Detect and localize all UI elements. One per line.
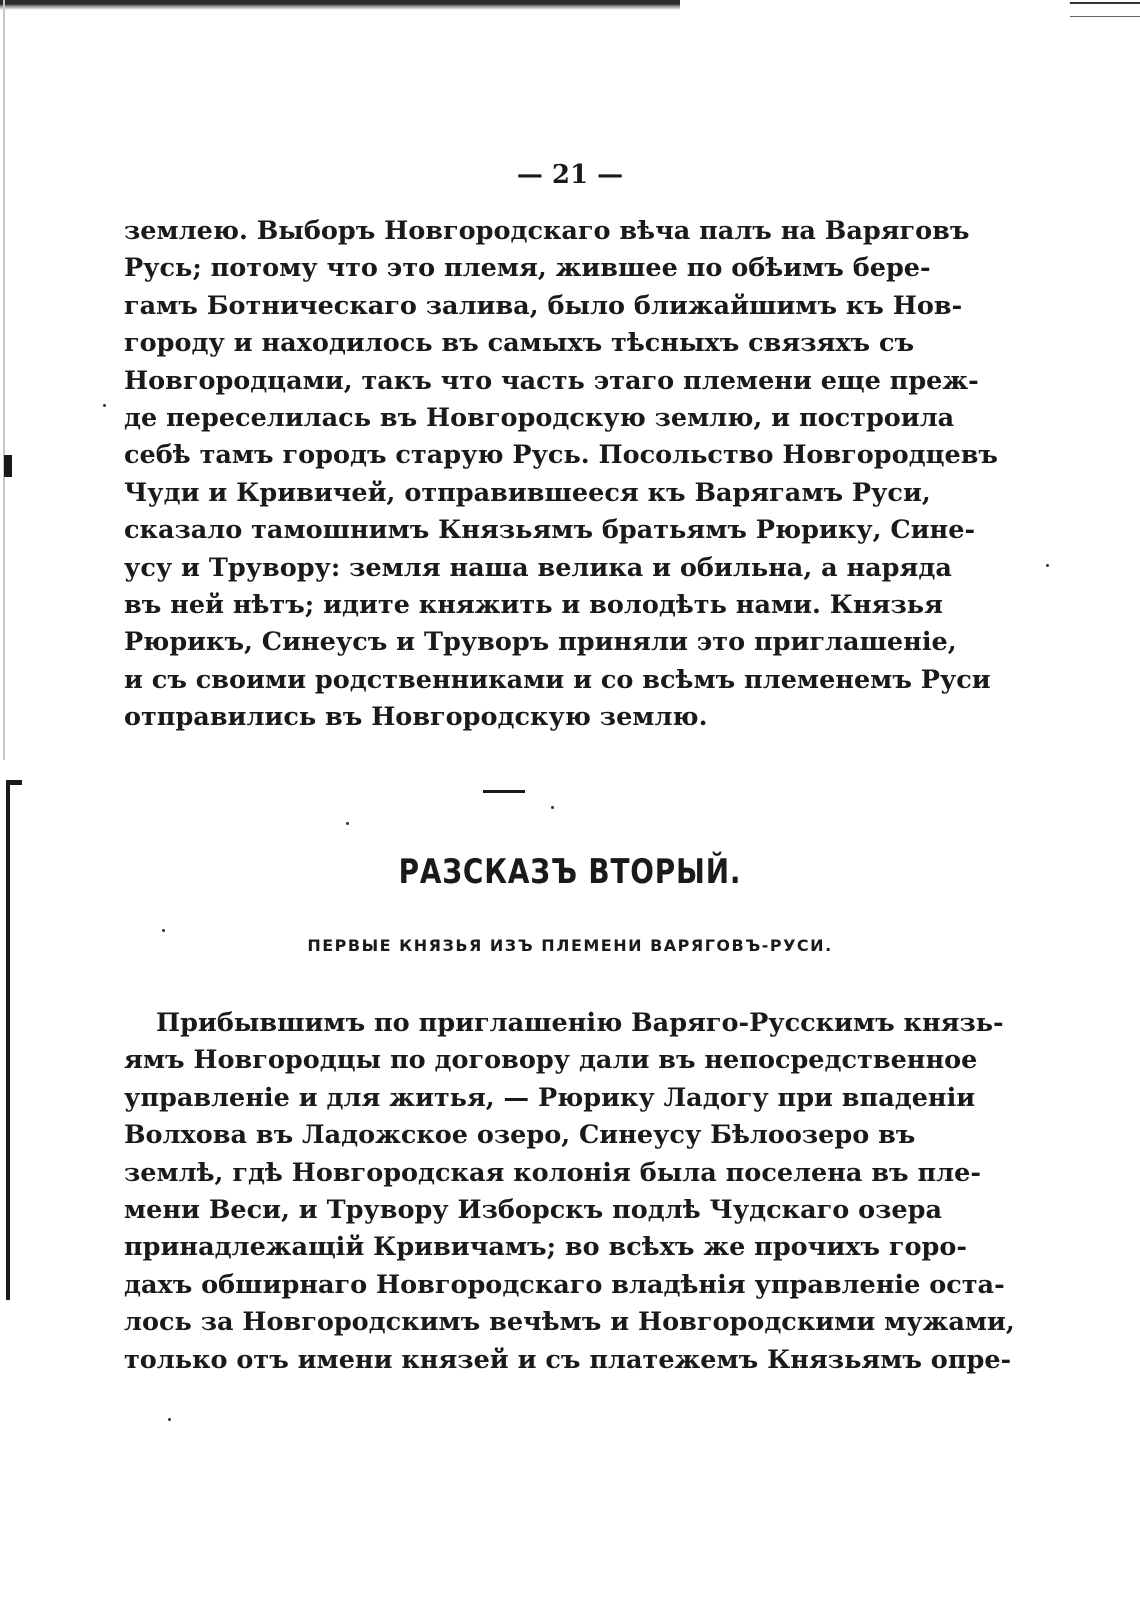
text-line: городу и находилось въ самыхъ тѣсныхъ связяхъ съ	[124, 328, 915, 359]
text-line: Новгородцами, такъ что часть этаго племени еще преж-	[124, 365, 979, 396]
scan-edge-left-dark	[6, 780, 10, 1300]
scan-speck	[168, 1418, 171, 1421]
scan-speck	[551, 806, 554, 809]
text-line: управленіе и для житья, — Рюрику Ладогу при впаденіи	[124, 1082, 976, 1113]
text-line: принадлежащій Кривичамъ; во всѣхъ же прочихъ горо-	[124, 1232, 967, 1263]
paragraph-chapter-start	[124, 1005, 1015, 1379]
text-line: себѣ тамъ городъ старую Русь. Посольство Новгородцевъ	[124, 440, 998, 471]
text-line: Чуди и Кривичей, отправившееся къ Варягамъ Руси,	[124, 477, 931, 508]
text-line: Прибывшимъ по приглашенію Варяго-Русскимъ князь-	[156, 1008, 1004, 1038]
text-line: гамъ Ботническаго залива, было ближайшимъ къ Нов-	[124, 290, 963, 321]
scan-edge-top-right	[1070, 2, 1140, 17]
scan-edge-top	[0, 0, 680, 10]
scan-edge-left-light	[3, 0, 5, 760]
text-line: ямъ Новгородцы по договору дали въ непосредственное	[124, 1045, 978, 1076]
text-line: мени Веси, и Трувору Изборскъ подлѣ Чудскаго озера	[124, 1195, 942, 1226]
section-separator	[483, 790, 525, 793]
text-line: землею. Выборъ Новгородскаго вѣча палъ на Варяговъ	[124, 216, 970, 246]
text-line: лось за Новгородскимъ вечѣмъ и Новгородскими мужами,	[124, 1307, 1015, 1338]
scan-speck	[346, 822, 349, 825]
text-line: землѣ, гдѣ Новгородская колонія была поселена въ пле-	[124, 1157, 981, 1188]
scan-speck	[103, 404, 106, 407]
chapter-title: РАЗСКАЗЪ ВТОРЫЙ.	[398, 852, 742, 892]
page-number: — 21 —	[516, 160, 624, 190]
paragraph-continued	[124, 213, 998, 737]
text-line: отправились въ Новгородскую землю.	[124, 702, 708, 733]
text-line: только отъ имени князей и съ платежемъ Князьямъ опре-	[124, 1344, 1012, 1375]
text-line: и съ своими родственниками и со всѣмъ племенемъ Руси	[124, 664, 991, 695]
text-line: Русь; потому что это племя, жившее по обѣимъ бере-	[124, 253, 931, 284]
text-line: сказало тамошнимъ Князьямъ братьямъ Рюрику, Сине-	[124, 515, 976, 546]
chapter-subtitle: ПЕРВЫЕ КНЯЗЬЯ ИЗЪ ПЛЕМЕНИ ВАРЯГОВЪ-РУСИ.	[307, 936, 833, 955]
text-line: усу и Трувору: земля наша велика и обильна, а наряда	[124, 552, 952, 583]
text-line: дахъ обширнаго Новгородскаго владѣнія управленіе оста-	[124, 1269, 1005, 1300]
text-line: Волхова въ Ладожское озеро, Синеусу Бѣлоозеро въ	[124, 1120, 916, 1151]
scan-speck	[1046, 564, 1049, 567]
scan-speck	[162, 929, 165, 932]
scan-edge-left-mark	[4, 455, 12, 477]
text-line: де переселилась въ Новгородскую землю, и построила	[124, 403, 955, 434]
text-line: Рюрикъ, Синеусъ и Труворъ приняли это приглашеніе,	[124, 627, 957, 658]
text-line: въ ней нѣтъ; идите княжить и володѣть нами. Князья	[124, 590, 943, 621]
scan-edge-left-tick	[8, 780, 22, 785]
